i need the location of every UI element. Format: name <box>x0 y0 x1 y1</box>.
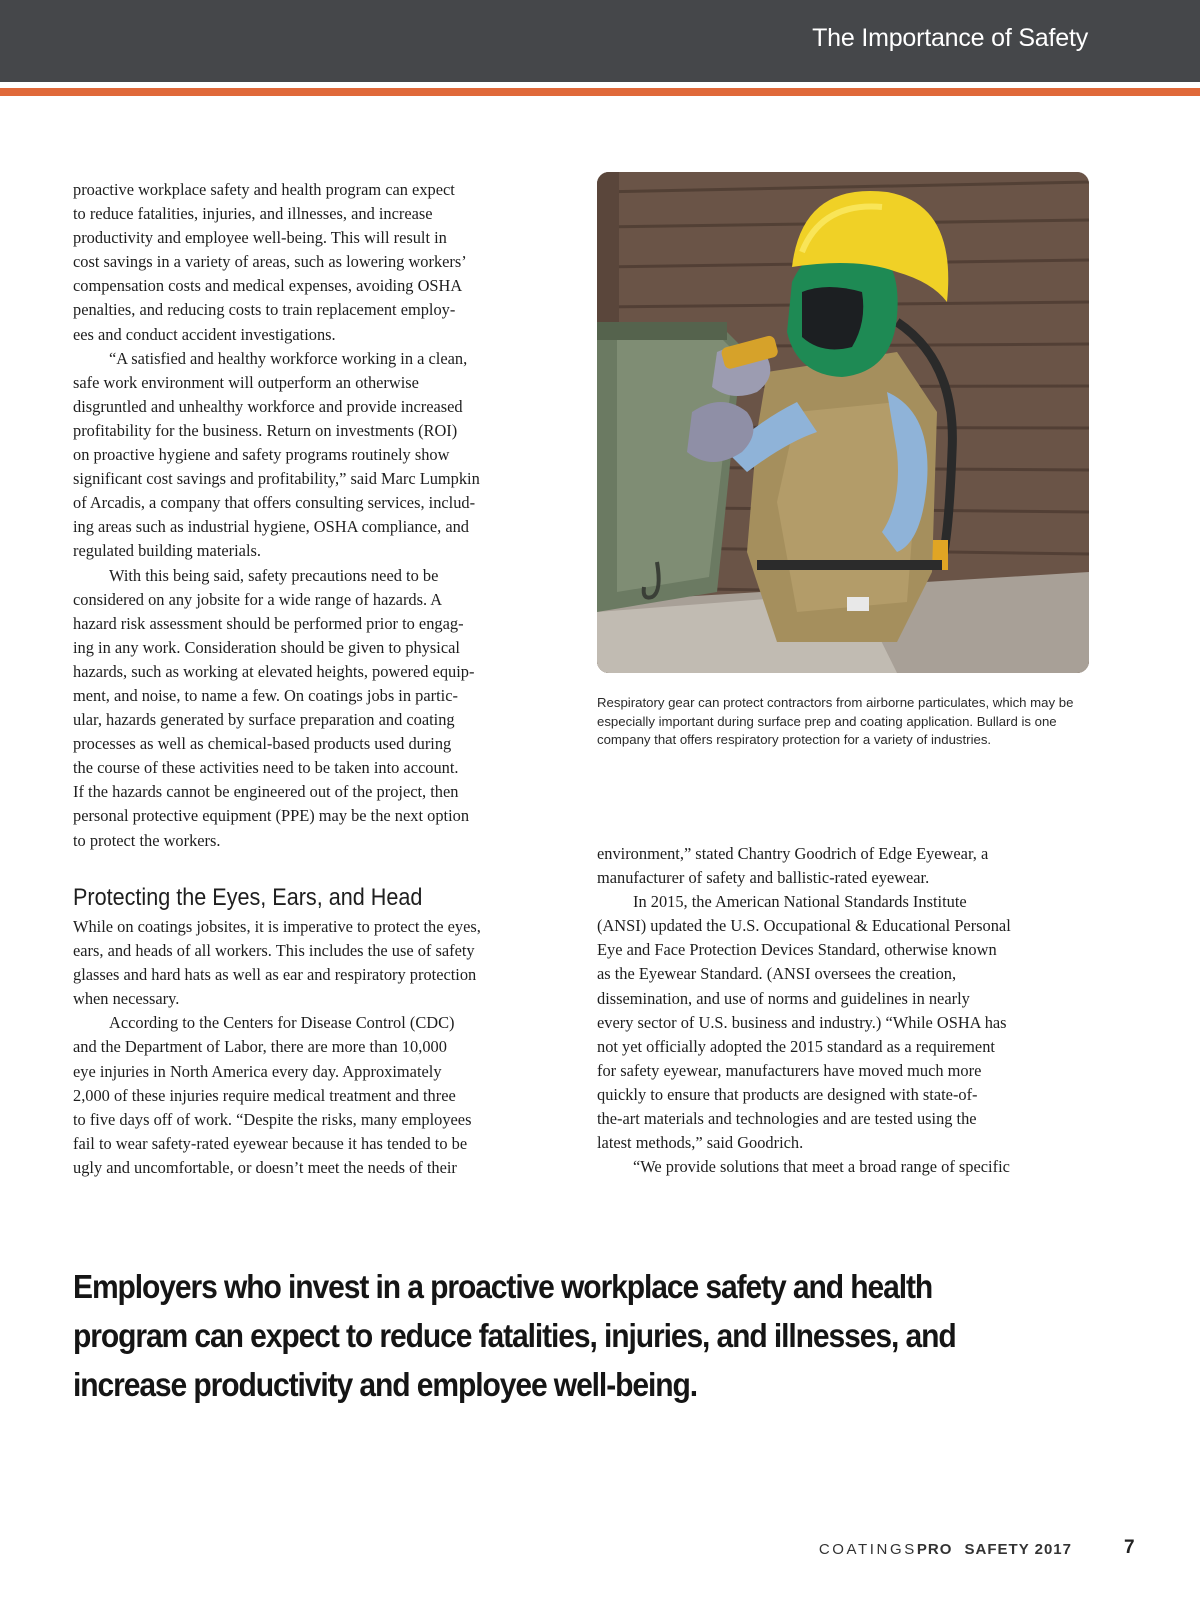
text-line: ugly and uncomfortable, or doesn’t meet the needs of their <box>73 1157 457 1177</box>
text-line: productivity and employee well-being. This will result in <box>73 228 447 248</box>
text-line: 2,000 of these injuries require medical treatment and three <box>73 1085 456 1105</box>
text-line: glasses and hard hats as well as ear and respiratory protection <box>73 965 477 985</box>
left-column-top <box>73 178 573 853</box>
text-line: to reduce fatalities, injuries, and illnesses, and increase <box>73 204 433 224</box>
header-accent-stripe <box>0 88 1200 96</box>
text-line: quickly to ensure that products are designed with state-of- <box>597 1084 978 1104</box>
text-line: fail to wear safety-rated eyewear because it has tended to be <box>73 1133 468 1153</box>
text-line: While on coatings jobsites, it is imperative to protect the eyes, <box>73 917 481 936</box>
text-line: for safety eyewear, manufacturers have moved much more <box>597 1060 982 1080</box>
text-line: personal protective equipment (PPE) may be the next option <box>73 806 470 826</box>
text-line: ment, and noise, to name a few. On coatings jobs in partic- <box>73 685 458 705</box>
text-line: considered on any jobsite for a wide range of hazards. A <box>73 589 443 609</box>
text-line: the course of these activities need to be taken into account. <box>73 758 459 778</box>
text-line: profitability for the business. Return on investments (ROI) <box>73 420 458 440</box>
footer-publication <box>819 1541 1072 1558</box>
text-line: on proactive hygiene and safety programs routinely show <box>73 445 450 465</box>
text-line: “A satisfied and healthy workforce working in a clean, <box>109 348 468 368</box>
text-line: In 2015, the American National Standards Institute <box>633 892 967 912</box>
text-line: If the hazards cannot be engineered out of the project, then <box>73 782 459 802</box>
text-line: and the Department of Labor, there are more than 10,000 <box>73 1037 447 1057</box>
header-bar <box>0 0 1200 82</box>
body-paragraph <box>597 842 1099 890</box>
body-paragraph <box>73 564 573 853</box>
text-line: latest methods,” said Goodrich. <box>597 1133 804 1153</box>
text-line: (ANSI) updated the U.S. Occupational & Educational Personal <box>597 916 1011 936</box>
text-line: the-art materials and technologies and are tested using the <box>597 1109 977 1129</box>
text-line: hazard risk assessment should be performed prior to engag- <box>73 613 464 633</box>
text-line: processes as well as chemical-based products used during <box>73 734 452 754</box>
footer-brand-light: COATINGS <box>818 1541 917 1558</box>
text-line: compensation costs and medical expenses, avoiding OSHA <box>73 276 463 296</box>
text-line: ing areas such as industrial hygiene, OSHA compliance, and <box>73 517 470 537</box>
text-line: as the Eyewear Standard. (ANSI oversees the creation, <box>597 964 957 984</box>
text-line: to protect the workers. <box>73 830 221 850</box>
footer-issue: SAFETY 2017 <box>964 1541 1072 1558</box>
right-column <box>597 842 1099 1179</box>
body-paragraph <box>597 1155 1099 1179</box>
text-line: of Arcadis, a company that offers consulting services, includ- <box>73 493 476 513</box>
text-line: With this being said, safety precautions need to be <box>109 565 439 585</box>
pull-quote-line: increase productivity and employee well-being. <box>73 1366 697 1403</box>
photo-caption: Respiratory gear can protect contractors from airborne particulates, which may be especially important during surface prep and coating application. Bullard is one company that offers respiratory protection for a variety of industries. <box>597 695 1074 748</box>
text-line: eye injuries in North America every day. Approximately <box>73 1061 442 1081</box>
text-line: every sector of U.S. business and industry.) “While OSHA has <box>597 1012 1007 1032</box>
left-column-bottom <box>73 915 573 1180</box>
body-paragraph <box>597 890 1099 1155</box>
text-line: ees and conduct accident investigations. <box>73 324 336 344</box>
page-number: 7 <box>1124 1537 1135 1558</box>
body-paragraph <box>73 347 573 564</box>
text-line: when necessary. <box>73 989 180 1009</box>
body-paragraph <box>73 178 573 347</box>
text-line: environment,” stated Chantry Goodrich of Edge Eyewear, a <box>597 844 989 863</box>
text-line: to five days off of work. “Despite the risks, many employees <box>73 1109 472 1129</box>
text-line: “We provide solutions that meet a broad range of specific <box>633 1157 1010 1177</box>
text-line: significant cost savings and profitability,” said Marc Lumpkin <box>73 469 480 489</box>
text-line: penalties, and reducing costs to train replacement employ- <box>73 300 456 320</box>
text-line: disgruntled and unhealthy workforce and provide increased <box>73 396 463 416</box>
text-line: ing in any work. Consideration should be given to physical <box>73 637 460 657</box>
pull-quote-line: Employers who invest in a proactive workplace safety and health <box>73 1268 933 1305</box>
text-line: not yet officially adopted the 2015 standard as a requirement <box>597 1036 995 1056</box>
text-line: hazards, such as working at elevated heights, powered equip- <box>73 661 475 681</box>
text-line: dissemination, and use of norms and guidelines in nearly <box>597 988 970 1008</box>
text-line: cost savings in a variety of areas, such as lowering workers’ <box>73 252 467 272</box>
text-line: Eye and Face Protection Devices Standard, otherwise known <box>597 940 997 960</box>
footer-brand-bold: PRO <box>916 1541 953 1558</box>
pull-quote-line: program can expect to reduce fatalities, injuries, and illnesses, and <box>73 1317 956 1354</box>
text-line: safe work environment will outperform an otherwise <box>73 372 419 392</box>
pull-quote <box>73 1262 1123 1409</box>
body-paragraph <box>73 915 573 1011</box>
text-line: manufacturer of safety and ballistic-rated eyewear. <box>597 868 930 888</box>
text-line: regulated building materials. <box>73 541 261 561</box>
text-line: proactive workplace safety and health program can expect <box>73 180 455 199</box>
text-line: ular, hazards generated by surface preparation and coating <box>73 710 455 730</box>
worker-respirator-photo <box>597 172 1089 673</box>
text-line: ears, and heads of all workers. This includes the use of safety <box>73 941 475 961</box>
section-subheading: Protecting the Eyes, Ears, and Head <box>73 884 423 911</box>
running-header-title: The Importance of Safety <box>812 24 1088 52</box>
text-line: According to the Centers for Disease Control (CDC) <box>109 1013 455 1033</box>
body-paragraph <box>73 1011 573 1180</box>
